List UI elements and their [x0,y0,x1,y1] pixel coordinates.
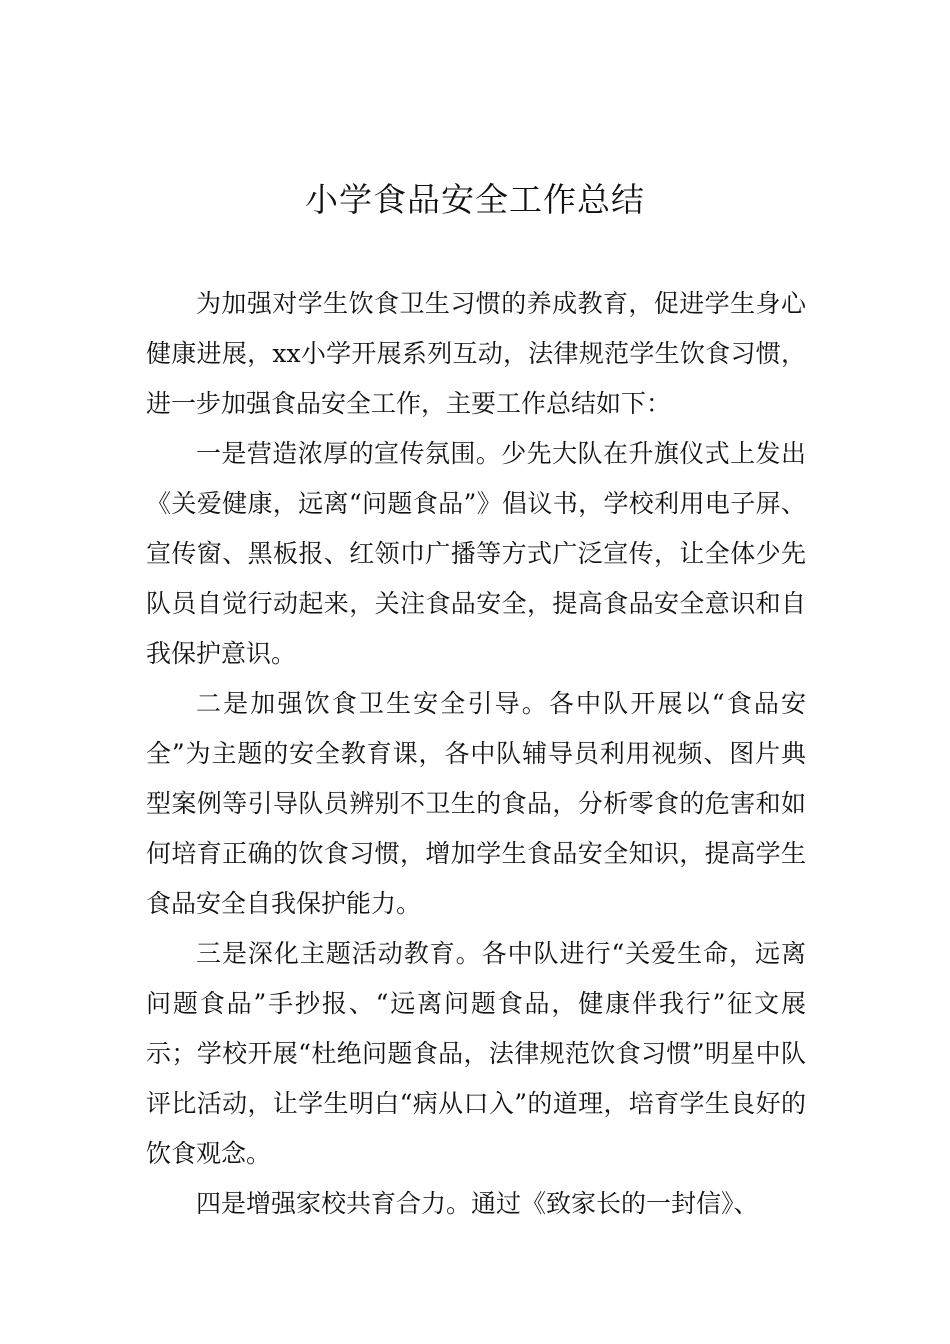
document-title: 小学食品安全工作总结 [305,180,645,219]
paragraph-publicity: 一是营造浓厚的宣传氛围。少先大队在升旗仪式上发出《关爱健康，远离“问题食品”》倡议书，学校利用电子屏、宣传窗、黑板报、红领巾广播等方式广泛宣传，让全体少先队员自觉行动起来，关注食品安全，提高食品安全意识和自我保护意识。 [146,439,806,668]
paragraph-activities: 三是深化主题活动教育。各中队进行“关爱生命，远离问题食品”手抄报、“远离问题食品，健康伴我行”征文展示；学校开展“杜绝问题食品，法律规范饮食习惯”明星中队评比活动，让学生明白“病从口入”的道理，培育学生良好的饮食观念。 [146,939,806,1168]
paragraph-guidance: 二是加强饮食卫生安全引导。各中队开展以“食品安全”为主题的安全教育课，各中队辅导员利用视频、图片典型案例等引导队员辨别不卫生的食品，分析零食的危害和如何培育正确的饮食习惯，增加学生食品安全知识，提高学生食品安全自我保护能力。 [146,689,806,918]
paragraph-home-school: 四是增强家校共育合力。通过《致家长的一封信》、 [196,1189,759,1218]
document-body [146,279,806,1229]
paragraph-intro: 为加强对学生饮食卫生习惯的养成教育，促进学生身心健康进展，xx小学开展系列互动，法律规范学生饮食习惯，进一步加强食品安全工作，主要工作总结如下： [146,289,806,418]
